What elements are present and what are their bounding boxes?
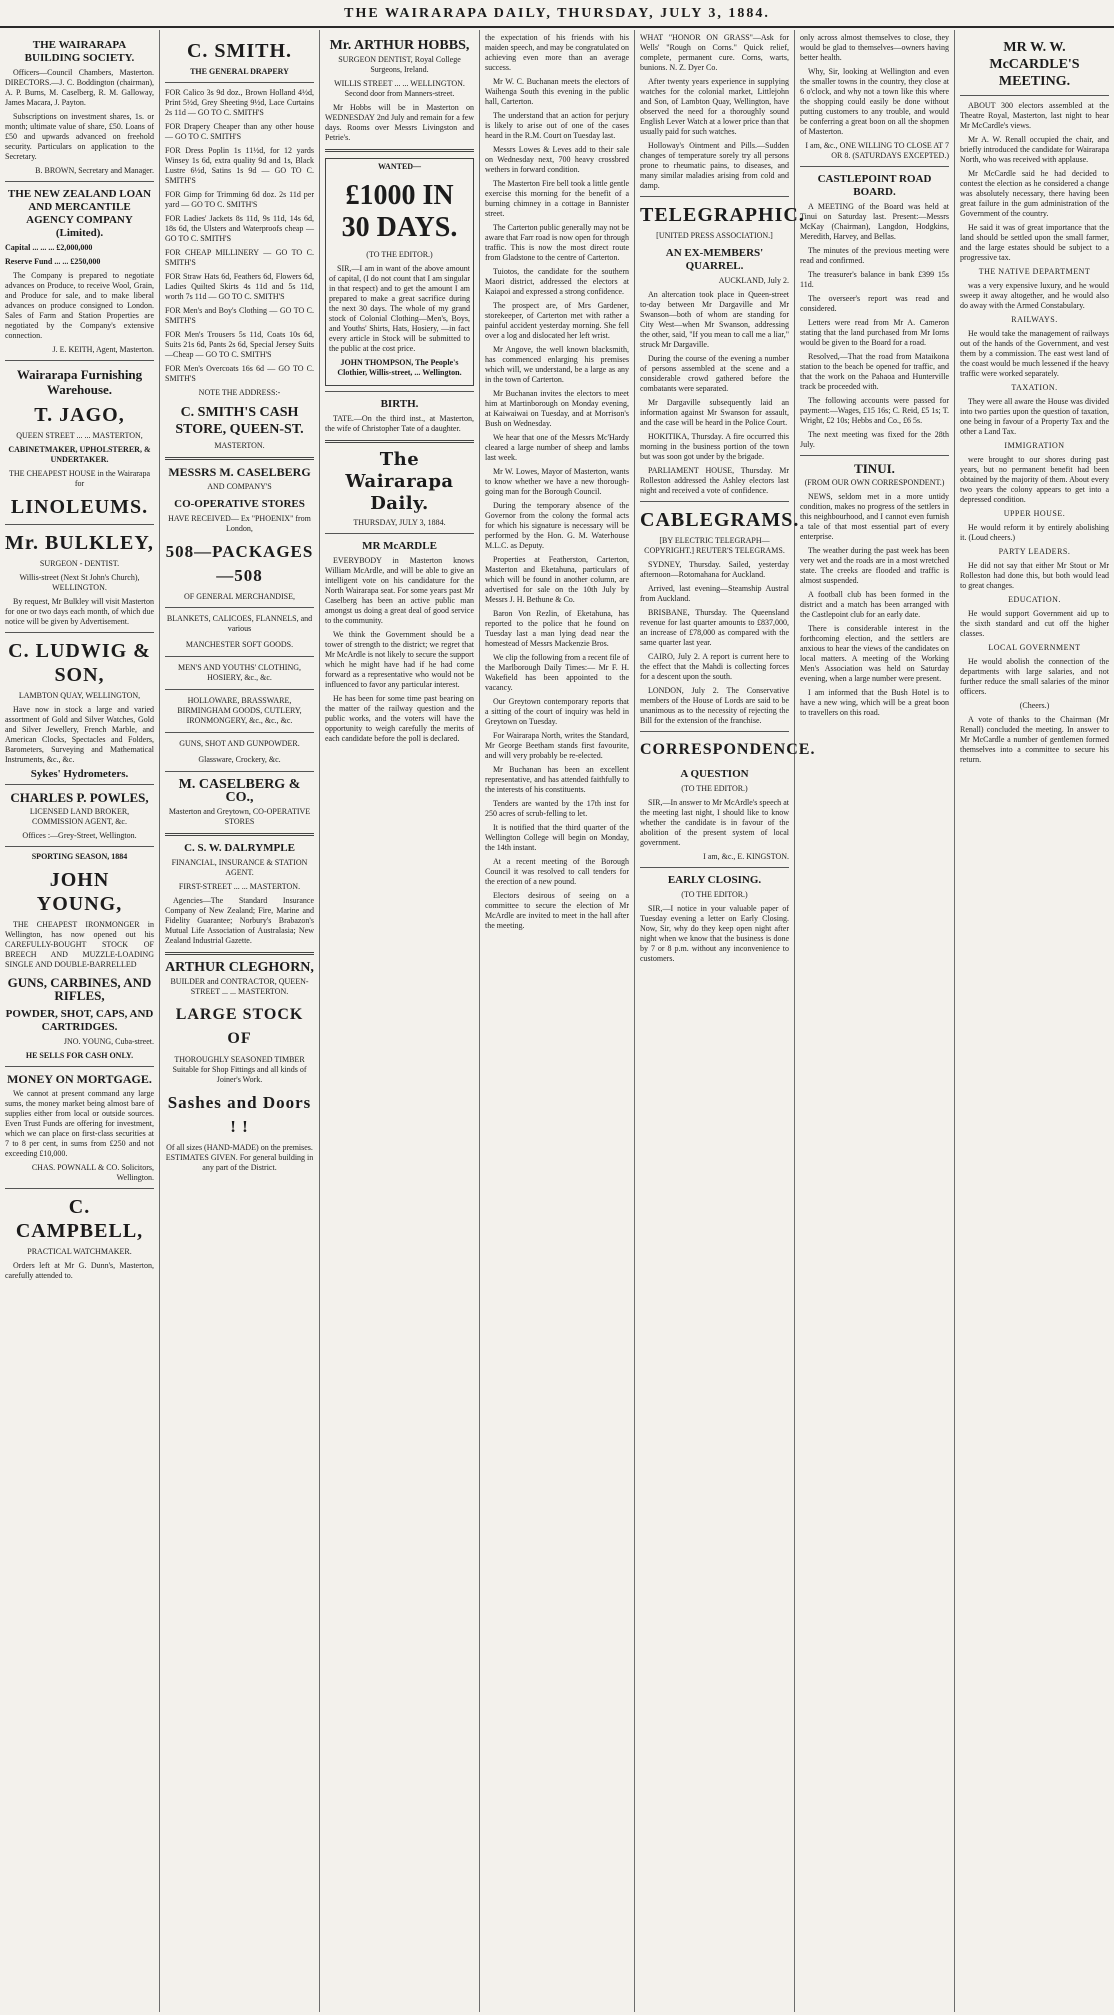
divider (5, 1188, 154, 1189)
divider (5, 360, 154, 361)
cable-paragraph: Arrived, last evening—Steamship Austral from Auckland. (640, 584, 789, 603)
news-paragraph: Mr Buchanan has been an excellent representative, and has attended faithfully to the interests of his constituents. (485, 765, 629, 794)
meeting-paragraph: Mr A. W. Renall occupied the chair, and briefly introduced the candidate for Wairarapa North, who was received with applause. (960, 135, 1109, 164)
dalrymple-address: FIRST-STREET ... ... MASTERTON. (178, 882, 301, 891)
telegraph-paragraph: PARLIAMENT HOUSE, Thursday. Mr Rolleston addressed the Ashley electors last night and received a vote of confidence. (640, 466, 789, 495)
column-7 (955, 30, 1114, 2012)
smith-item: FOR Men's Overcoats 16s 6d — GO TO C. SMITH'S (165, 364, 314, 383)
smith-item: FOR Drapery Cheaper than any other house — GO TO C. SMITH'S (165, 122, 314, 141)
news-paragraph: We clip the following from a recent file of the Marlborough Daily Times:— Mr F. H. Wakefield has been appointed to the vacancy. (485, 653, 629, 692)
dalrymple-title: FINANCIAL, INSURANCE & STATION AGENT. (171, 858, 308, 877)
cleghorn-note: Of all sizes (HAND-MADE) on the premises. ESTIMATES GIVEN. For general building in any part of the District. (165, 1143, 314, 1172)
news-paragraph: Holloway's Ointment and Pills.—Sudden changes of temperature sorely try all persons prone to rheumatic pains, to diseases, and many similar maladies arising from cold and damp. (640, 141, 789, 190)
cable-paragraph: LONDON, July 2. The Conservative members of the House of Lords are said to be unanimous as to the necessity of rejecting the Bill for the extension of the franchise. (640, 686, 789, 725)
tinui-paragraph: There is considerable interest in the forthcoming election, and the settlers are anxious to hear the views of the candidates on local matters. A meeting of the Working Men's Association was held on Saturday evening, when a large number were present. (800, 624, 949, 683)
immigration-heading: IMMIGRATION (1004, 441, 1065, 450)
early-closing-editor: (TO THE EDITOR.) (681, 890, 748, 899)
news-paragraph: Tuiotos, the candidate for the southern Maori district, addressed the electors at Kaiapoi and expressed a strong confidence. (485, 267, 629, 296)
telegraph-place: AUCKLAND, July 2. (718, 276, 789, 285)
caselberg-co: AND COMPANY'S (207, 482, 272, 491)
jago-cheapest: THE CHEAPEST HOUSE in the Wairarapa for (8, 469, 151, 488)
telegraph-heading: TELEGRAPHIC. (640, 204, 805, 226)
ludwig-address: LAMBTON QUAY, WELLINGTON, (18, 691, 141, 700)
meeting-paragraph: He said it was of great importance that the land should be settled upon the small farmer, and the large estates should be subject to a progressive tax. (960, 223, 1109, 262)
column-2 (160, 30, 320, 2012)
news-paragraph: We hear that one of the Messrs Mc'Hardy cleared a large number of sheep and lambs last week. (485, 433, 629, 462)
paper-title: The Wairarapa Daily. (345, 449, 454, 514)
masthead-title: THE WAIRARAPA DAILY, THURSDAY, JULY 3, 1884. (344, 6, 770, 21)
birth-heading: BIRTH. (380, 398, 419, 410)
castlepoint-paragraph: The minutes of the previous meeting were read and confirmed. (800, 246, 949, 265)
divider (165, 833, 314, 836)
smith-item: FOR Calico 3s 9d doz., Brown Holland 4½d, Print 5½d, Grey Sheeting 9½d, Lace Curtains 2s 11d — GO TO C. SMITH'S (165, 88, 314, 117)
caselberg-list-item: HOLLOWARE, BRASSWARE, BIRMINGHAM GOODS, CUTLERY, IRONMONGERY, &c., &c., &c. (177, 696, 302, 725)
telegraph-subheading: [UNITED PRESS ASSOCIATION.] (656, 231, 773, 240)
powles-title: LICENSED LAND BROKER, COMMISSION AGENT, &c. (29, 807, 130, 826)
smith-item: FOR Straw Hats 6d, Feathers 6d, Flowers 6d, Ladies Quilted Skirts 4s 11d and 5s 11d, worth 7s 11d — GO TO C. SMITH'S (165, 272, 314, 301)
caselberg-name: MESSRS M. CASELBERG (168, 465, 311, 479)
birth-text: TATE.—On the third inst., at Masterton, the wife of Christopher Tate of a daughter. (325, 414, 474, 433)
society-heading: THE WAIRARAPA BUILDING SOCIETY. (24, 39, 135, 64)
cable-paragraph: BRISBANE, Thursday. The Queensland revenue for last quarter amounts to £837,000, an increase of £78,000 as compared with the same quarter last year. (640, 608, 789, 647)
letter-signature: I am, &c., ONE WILLING TO CLOSE AT 7 OR 8. (SATURDAYS EXCEPTED.) (805, 141, 949, 160)
news-paragraph: The Carterton public generally may not be aware that Farr road is now open for through traffic. This is now the most direct route from Gladstone to the centre of Carterton. (485, 223, 629, 262)
masthead (0, 0, 1114, 28)
bulkley-name: Mr. BULKLEY, (5, 532, 154, 554)
divider (325, 149, 474, 152)
news-paragraph: Mr Buchanan invites the electors to meet him at Martinborough on Monday evening, at Kaiwaiwai on Tuesday, and at Morrison's Bush on Wednesday. (485, 389, 629, 428)
column-1 (0, 30, 160, 2012)
wanted-signature: JOHN THOMPSON, The People's Clothier, Willis-street, ... Wellington. (337, 358, 462, 377)
early-closing-heading: EARLY CLOSING. (667, 874, 762, 886)
news-paragraph: Properties at Featherston, Carterton, Masterton and Eketahuna, particulars of which will be found in another column, are advertised for sale on the 10th July by Messrs J. H. Bethune & Co. (485, 555, 629, 604)
caselberg-received: HAVE RECEIVED— Ex "PHOENIX" from London, (168, 514, 311, 533)
news-paragraph: Mr W. C. Buchanan meets the electors of Waihenga South this evening in the public hall, Carterton. (485, 77, 629, 106)
early-closing-text: SIR,—I notice in your valuable paper of Tuesday evening a letter on Early Closing. Now, Sir, why do they keep open night after night when we know that the business is done by 7 or 8 p.m. without any inconvenience to customers. (640, 904, 789, 963)
divider (5, 632, 154, 633)
smith-town: MASTERTON. (214, 441, 265, 450)
smith-subheading: THE GENERAL DRAPERY (190, 67, 289, 76)
news-paragraph: the expectation of his friends with his maiden speech, and may be congratulated on achieving even more than an average success. (485, 33, 629, 72)
powles-name: CHARLES P. POWLES, (10, 790, 149, 805)
meeting-heading: MR W. W. McCARDLE'S MEETING. (989, 40, 1080, 89)
news-paragraph: At a recent meeting of the Borough Council it was resolved to call tenders for the erection of a new pound. (485, 857, 629, 886)
party-leaders-heading: PARTY LEADERS. (998, 547, 1071, 556)
cheers-text: (Cheers.) (1019, 701, 1050, 710)
news-paragraph: After twenty years experience in supplying watches for the colonial market, Littlejohn and Son, of Lambton Quay, Wellington, have observed the need for a thoroughly sound English Lever Watch at a lower price than that usually paid for such watches. (640, 77, 789, 136)
jago-name: T. JAGO, (34, 404, 125, 426)
smith-item: FOR Men's and Boy's Clothing — GO TO C. SMITH'S (165, 306, 314, 325)
tinui-subheading: (FROM OUR OWN CORRESPONDENT.) (804, 478, 945, 487)
meeting-paragraph: ABOUT 300 electors assembled at the Theatre Royal, Masterton, last night to hear Mr McCardle's views. (960, 101, 1109, 130)
bulkley-text: By request, Mr Bulkley will visit Masterton for one or two days each month, of which due notice will be given by Advertisement. (5, 597, 154, 626)
column-6 (795, 30, 955, 2012)
cleghorn-stock: LARGE STOCK OF (175, 1006, 304, 1047)
ludwig-name: C. LUDWIG & SON, (8, 640, 151, 686)
caselberg-list-item: MEN'S AND YOUTHS' CLOTHING, HOSIERY, &c., &c. (177, 663, 302, 682)
smith-note: NOTE THE ADDRESS:- (198, 388, 281, 397)
castlepoint-heading: CASTLEPOINT ROAD BOARD. (817, 173, 932, 198)
divider (165, 952, 314, 955)
education-heading: EDUCATION. (1008, 595, 1061, 604)
hobbs-title: SURGEON DENTIST, Royal College Surgeons, Ireland. (338, 55, 461, 74)
money-heading: MONEY ON MORTGAGE. (7, 1072, 152, 1086)
divider (800, 166, 949, 167)
news-paragraph: The prospect are, of Mrs Gardener, storekeeper, of Carterton met with rather a painful accident yesterday morning. She fell over a log and dislocated her left wrist. (485, 301, 629, 340)
caselberg-of: OF GENERAL MERCHANDISE, (183, 592, 296, 601)
society-text-2: Subscriptions on investment shares, 1s. or month; ultimate value of share, £50. Loans of £50 and upwards advanced on freehold security. Particulars on application to the Secretary. (5, 112, 154, 161)
castlepoint-paragraph: Resolved,—That the road from Mataikona station to the beach be opened for traffic, and that the work on the Pahaoa and Hunterville track be proceeded with. (800, 352, 949, 391)
campbell-title: PRACTICAL WATCHMAKER. (27, 1247, 132, 1256)
caselberg-signature: M. CASELBERG & CO., (178, 777, 301, 805)
dalrymple-heading: C. S. W. DALRYMPLE (184, 842, 295, 854)
nzloan-heading: THE NEW ZEALAND LOAN AND MERCANTILE AGENCY COMPANY (Limited). (7, 188, 152, 239)
divider (5, 784, 154, 785)
smith-item: FOR Ladies' Jackets 8s 11d, 9s 11d, 14s 6d, 18s 6d, the Ulsters and Waterproofs cheap — GO TO C. SMITH'S (165, 214, 314, 243)
news-paragraph: Tenders are wanted by the 17th inst for 250 acres of scrub-felling to let. (485, 799, 629, 818)
divider (165, 607, 314, 608)
editorial-paragraph: He has been for some time past bearing on the matter of the railway question and the public works, and the voters will have the opportunity to weigh carefully the merits of each candidate before the poll is declared. (325, 694, 474, 743)
news-paragraph: During the temporary absence of the Governor from the colony the formal acts for which his signature is necessary will be performed by the Hon. G. M. Waterhouse M.L.C. as Deputy. (485, 501, 629, 550)
tinui-paragraph: I am informed that the Bush Hotel is to have a new wing, which will be a great boon to travellers on this road. (800, 688, 949, 717)
divider (640, 196, 789, 197)
nzloan-signature: J. E. KEITH, Agent, Masterton. (52, 345, 154, 354)
news-paragraph: The understand that an action for perjury is likely to arise out of one of the cases heard in the R.M. Court on Tuesday last. (485, 111, 629, 140)
caselberg-stores: CO-OPERATIVE STORES (174, 498, 305, 510)
editorial-paragraph: We think the Government should be a tower of strength to the district; we regret that Mr McArdle is not likely to secure the support which he might have had if he had come forward as a representative who would not be influenced to favor any particular interest. (325, 630, 474, 689)
correspondence-subheading: A QUESTION (680, 768, 749, 780)
tinui-paragraph: The weather during the past week has been very wet and the roads are in a most wretched state. The creeks are flooded and traffic is almost suspended. (800, 546, 949, 585)
news-paragraph: Our Greytown contemporary reports that a sitting of the court of inquiry was held in Greytown on Tuesday. (485, 697, 629, 726)
hobbs-text: Mr Hobbs will be in Masterton on WEDNESDAY 2nd July and remain for a few days. Rooms over Messrs Livingston and Petrie's. (325, 103, 474, 142)
divider (165, 457, 314, 460)
wanted-advert (325, 158, 474, 386)
money-signature: CHAS. POWNALL & CO. Solicitors, Wellington. (31, 1163, 154, 1182)
divider (5, 181, 154, 182)
upper-house-heading: UPPER HOUSE. (1003, 509, 1066, 518)
telegraph-paragraph: HOKITIKA, Thursday. A fire occurred this morning in the business portion of the town but was soon got under by the brigade. (640, 432, 789, 461)
column-5 (635, 30, 816, 2012)
jago-linoleums: LINOLEUMS. (10, 496, 149, 518)
young-powder: POWDER, SHOT, CAPS, AND CARTRIDGES. (5, 1008, 154, 1033)
news-paragraph: Baron Von Rezlin, of Eketahuna, has reported to the police that he found on Tuesday last a man lying dead near the homestead of Messrs Mackenzie Bros. (485, 609, 629, 648)
hobbs-address: WILLIS STREET ... ... WELLINGTON. Second door from Manners-street. (334, 79, 465, 98)
tinui-paragraph: NEWS, seldom met in a more untidy condition, makes no progress of the settlers in this neighbourhood, and I cannot even furnish a tale of that most essential part of every enterprise. (800, 492, 949, 541)
upper-house-text: He would reform it by entirely abolishing it. (Loud cheers.) (960, 523, 1109, 542)
young-text: THE CHEAPEST IRONMONGER in Wellington, has now opened out his CAREFULLY-BOUGHT STOCK OF BREECH AND MUZZLE-LOADING SINGLE AND DOUBLE-BARRELLED (5, 920, 154, 969)
editorial-paragraph: EVERYBODY in Masterton knows William McArdle, and will be able to give an intelligent vote on his candidature for the North Wairarapa seat. For some years past Mr Caselberg has been an active public man amongst us doing a great deal of good service to the community. (325, 556, 474, 625)
society-text: Officers—Council Chambers, Masterton. DIRECTORS.—J. C. Boddington (chairman), A. P. Burns, M. Caselberg, R. M. Galloway, James Macara, J. Payton. (5, 68, 154, 107)
wanted-label: WANTED— (377, 162, 422, 171)
news-paragraph: Why, Sir, looking at Wellington and even the smaller towns in the country, they close at 6 o'clock, and why not a town like this where the shopping could easily be done without putting customers to any trouble, and would be conferring a great boon on all the shopmen of Masterton. (800, 67, 949, 136)
caselberg-packages: 508—PACKAGES—508 (165, 542, 314, 585)
wanted-editor: (TO THE EDITOR.) (366, 250, 433, 259)
editorial-heading: MR McARDLE (362, 540, 437, 552)
local-government-text: He would abolish the connection of the departments with large salaries, and not further reduce the small salaries of the minor officers. (960, 657, 1109, 696)
castlepoint-paragraph: The overseer's report was read and considered. (800, 294, 949, 313)
divider (800, 455, 949, 456)
divider (165, 732, 314, 733)
correspondence-signature: I am, &c., E. KINGSTON. (703, 852, 789, 861)
divider (165, 771, 314, 772)
young-signature: JNO. YOUNG, Cuba-street. (63, 1037, 154, 1046)
wanted-letter: SIR,—I am in want of the above amount of capital, (I do not count that I am singular in that respect) and to get the amount I am prepared to make a great sacrifice during the next 30 days. The whole of my grand stock of Colonial Clothing—Men's, Boys, and Youths' Shirts, Hats, Hosiery, —in fact every article in Stock will be submitted to the public at the cost price. (329, 264, 470, 353)
news-paragraph: Messrs Lowes & Leves add to their sale on Wednesday next, 700 heavy crossbred wethers in forward condition. (485, 145, 629, 174)
castlepoint-paragraph: Letters were read from Mr A. Cameron stating that the land purchased from Mr Iorns would be given to the Board for a road. (800, 318, 949, 347)
cable-heading: CABLEGRAMS. (640, 509, 800, 531)
castlepoint-paragraph: The treasurer's balance in bank £399 15s 11d. (800, 270, 949, 289)
divider (640, 501, 789, 502)
castlepoint-paragraph: A MEETING of the Board was held at Tinui on Saturday last. Present:—Messrs McKay (Chairman), Langdon, Hodgkins, Meredith, Harvey, and Bellas. (800, 202, 949, 241)
taxation-text: They were all aware the House was divided into two parties upon the question of taxation, one being in favour of a Property Tax and the other a Land Tax. (960, 397, 1109, 436)
caselberg-list-item: Glassware, Crockery, &c. (198, 755, 281, 764)
smith-item: FOR Men's Trousers 5s 11d, Coats 10s 6d, Suits 21s 6d, Pants 2s 6d, Special Jersey Suits—Cheap — GO TO C. SMITH'S (165, 330, 314, 359)
news-paragraph: WHAT "HONOR ON GRASS"—Ask for Wells' "Rough on Corns." Quick relief, complete, permanent cure. Corns, warts, bunions. N. Z. Dyer Co. (640, 33, 789, 72)
local-government-heading: LOCAL GOVERNMENT (988, 643, 1081, 652)
divider (165, 656, 314, 657)
telegraph-paragraph: During the course of the evening a number of persons assembled at the scene and a considerable crowd gathered before the combatants were separated. (640, 354, 789, 393)
immigration-text: were brought to our shores during past years, but no permanent benefit had been obtained by the majority of them. About every two years the colony appears to get into a depressed condition. (960, 455, 1109, 504)
castlepoint-paragraph: The following accounts were passed for payment:—Wages, £15 16s; C. Reid, £5 1s; T. Wright, £2 10s; Hebbs and Co., £6 5s. (800, 396, 949, 425)
news-paragraph: It is notified that the third quarter of the Wellington College will begin on Monday, the 14th instant. (485, 823, 629, 852)
tinui-paragraph: A football club has been formed in the district and a match has been arranged with the Castlepoint club for an early date. (800, 590, 949, 619)
native-heading: THE NATIVE DEPARTMENT (978, 267, 1091, 276)
smith-item: FOR Gimp for Trimming 6d doz. 2s 11d per yard — GO TO C. SMITH'S (165, 190, 314, 209)
divider (5, 524, 154, 525)
divider (165, 689, 314, 690)
nzloan-capital: Capital ... ... ... £2,000,000 (5, 243, 93, 252)
castlepoint-paragraph: The next meeting was fixed for the 28th July. (800, 430, 949, 449)
native-text: was a very expensive luxury, and he would sweep it away altogether, and he would also do away with the Armed Constabulary. (960, 281, 1109, 310)
society-signature: B. BROWN, Secretary and Manager. (35, 166, 154, 175)
telegraph-paragraph: An altercation took place in Queen-street to-day between Mr Dargaville and Mr Swanson—both of whom are standing for City West—when Mr Swanson, addressing the other, said, "If you mean to call me a liar," struck Mr Dargaville. (640, 290, 789, 349)
cable-paragraph: SYDNEY, Thursday. Sailed, yesterday afternoon—Rotomahana for Auckland. (640, 560, 789, 579)
young-guns: GUNS, CARBINES, AND RIFLES, (7, 975, 152, 1003)
divider (325, 391, 474, 392)
cleghorn-title: BUILDER and CONTRACTOR, QUEEN-STREET ... ... MASTERTON. (170, 977, 309, 996)
nzloan-reserve: Reserve Fund ... ... £250,000 (5, 257, 101, 266)
jago-heading: Wairarapa Furnishing Warehouse. (16, 367, 143, 397)
column-3 (320, 30, 480, 2012)
jago-trade: CABINETMAKER, UPHOLSTERER, & UNDERTAKER. (8, 445, 151, 464)
party-leaders-text: He did not say that either Mr Stout or Mr Rolleston had done this, but both would lead to great changes. (960, 561, 1109, 590)
paper-date: THURSDAY, JULY 3, 1884. (353, 518, 446, 527)
young-name: JOHN YOUNG, (36, 869, 123, 915)
news-paragraph: Electors desirous of seeing on a committee to secure the election of Mr McArdle are invited to meet in the hall after the meeting. (485, 891, 629, 930)
news-paragraph: The Masterton Fire bell took a little gentle exercise this morning for the benefit of a burning chimney in a cottage in Bannister street. (485, 179, 629, 218)
divider (5, 1066, 154, 1067)
news-paragraph: Mr W. Lowes, Mayor of Masterton, wants to know whether we have a new thorough-going man for the Borough Council. (485, 467, 629, 496)
cleghorn-name: ARTHUR CLEGHORN, (165, 960, 314, 975)
news-paragraph: Mr Angove, the well known blacksmith, has commenced enlarging his premises which will, we understand, be a large as any in the town of Carterton. (485, 345, 629, 384)
hobbs-heading: Mr. ARTHUR HOBBS, (329, 38, 470, 53)
ludwig-text: Have now in stock a large and varied assortment of Gold and Silver Watches, Gold and Silver Jewellery, French Marble, and American Clocks, Spectacles and Folders, Barometers, Surveying and Mathematical Instruments, &c., &c. (5, 705, 154, 764)
telegraph-item-title: AN EX-MEMBERS' QUARREL. (665, 247, 764, 272)
young-cash-only: HE SELLS FOR CASH ONLY. (25, 1051, 134, 1060)
bulkley-address: Willis-street (Next St John's Church), WELLINGTON. (19, 573, 140, 592)
correspondence-editor: (TO THE EDITOR.) (681, 784, 748, 793)
telegraph-paragraph: Mr Dargaville subsequently laid an information against Mr Swanson for assault, and the case will be heard in the Police Court. (640, 398, 789, 427)
campbell-text: Orders left at Mr G. Dunn's, Masterton, carefully attended to. (5, 1261, 154, 1280)
money-text: We cannot at present command any large sums, the money market being almost bare of supplies either from local or outside sources. Even Trust Funds are offering for investment, which we can place on first-class securities at 7 to 8 per cent, in sums from £250 and not exceeding £10,000. (5, 1089, 154, 1158)
smith-item: FOR Dress Poplin 1s 11½d, for 12 yards Winsey 1s 6d, extra quality 9d and 1s, Black Lustre 6½d, Satins 1s 9d — GO TO C. SMITH'S (165, 146, 314, 185)
divider (325, 533, 474, 534)
railways-text: He would take the management of railways out of the hands of the Government, and vest them by a commission. The east west land of the coast would be much lessened if the heavy traffic were worked separately. (960, 329, 1109, 378)
final-paragraph: A vote of thanks to the Chairman (Mr Renall) concluded the meeting. In answer to Mr McCardle a number of gentlemen formed themselves into a committee to secure his return. (960, 715, 1109, 764)
cable-paragraph: CAIRO, July 2. A report is current here to the effect that the Mahdi is collecting forces for a descent upon the south. (640, 652, 789, 681)
meeting-paragraph: Mr McCardle said he had decided to contest the election as he considered a change was absolutely necessary, there having been great failure in the gum administration of the Government of the country. (960, 169, 1109, 218)
caselberg-list-item: GUNS, SHOT AND GUNPOWDER. (179, 739, 300, 748)
divider (640, 731, 789, 732)
divider (640, 867, 789, 868)
column-4 (480, 30, 635, 2012)
railways-heading: RAILWAYS. (1011, 315, 1058, 324)
divider (165, 82, 314, 83)
bulkley-title: SURGEON - DENTIST. (39, 559, 120, 568)
smith-store: C. SMITH'S CASH STORE, QUEEN-ST. (175, 405, 304, 437)
wanted-amount: £1000 IN 30 DAYS. (341, 180, 458, 243)
cleghorn-text: THOROUGHLY SEASONED TIMBER Suitable for Shop Fittings and all kinds of Joiner's Work. (172, 1055, 307, 1084)
cable-subheading: [BY ELECTRIC TELEGRAPH—COPYRIGHT.] REUTER'S TELEGRAMS. (644, 536, 785, 555)
caselberg-list-item: BLANKETS, CALICOES, FLANNELS, and various (166, 614, 313, 633)
dalrymple-text: Agencies—The Standard Insurance Company of New Zealand; Fire, Marine and Fidelity Guarantee; Norbury's Brabazon's Mutual Life Association of Australasia; New Zealand Industrial Gazette. (165, 896, 314, 945)
divider (960, 95, 1109, 96)
campbell-name: C. CAMPBELL, (15, 1196, 144, 1242)
education-text: He would support Government aid up to the sixth standard and cut off the higher classes. (960, 609, 1109, 638)
news-paragraph: only across almost themselves to close, they would be glad to themselves—owners having better health. (800, 33, 949, 62)
caselberg-list-item: MANCHESTER SOFT GOODS. (185, 640, 294, 649)
tinui-heading: TINUI. (854, 461, 895, 476)
caselberg-signature-2: Masterton and Greytown, CO-OPERATIVE STORES (168, 807, 311, 826)
news-paragraph: For Wairarapa North, writes the Standard, Mr George Beetham stands first favourite, and will very probably be re-elected. (485, 731, 629, 760)
divider (5, 846, 154, 847)
sporting-season: SPORTING SEASON, 1884 (31, 852, 128, 861)
smith-item: FOR CHEAP MILLINERY — GO TO C. SMITH'S (165, 248, 314, 267)
correspondence-text: SIR,—In answer to Mr McArdle's speech at the meeting last night, I should like to know whether the candidate is in favour of the abolition of the present system of local government. (640, 798, 789, 847)
divider (325, 440, 474, 443)
correspondence-heading: CORRESPONDENCE. (640, 741, 816, 758)
nzloan-text: The Company is prepared to negotiate advances on Produce, to receive Wool, Grain, and Produce for sale, and to make liberal advances on produce consigned to London. Sales of Farm and Station Properties are negotiated by the Company's extensive connection. (5, 271, 154, 340)
smith-heading: C. SMITH. (186, 40, 293, 62)
taxation-heading: TAXATION. (1011, 383, 1058, 392)
powles-address: Offices :—Grey-Street, Wellington. (22, 831, 137, 840)
ludwig-hydrometers: Sykes' Hydrometers. (30, 768, 129, 780)
cleghorn-sashes: Sashes and Doors ! ! (167, 1093, 312, 1136)
jago-address: QUEEN STREET ... ... MASTERTON, (16, 431, 143, 440)
